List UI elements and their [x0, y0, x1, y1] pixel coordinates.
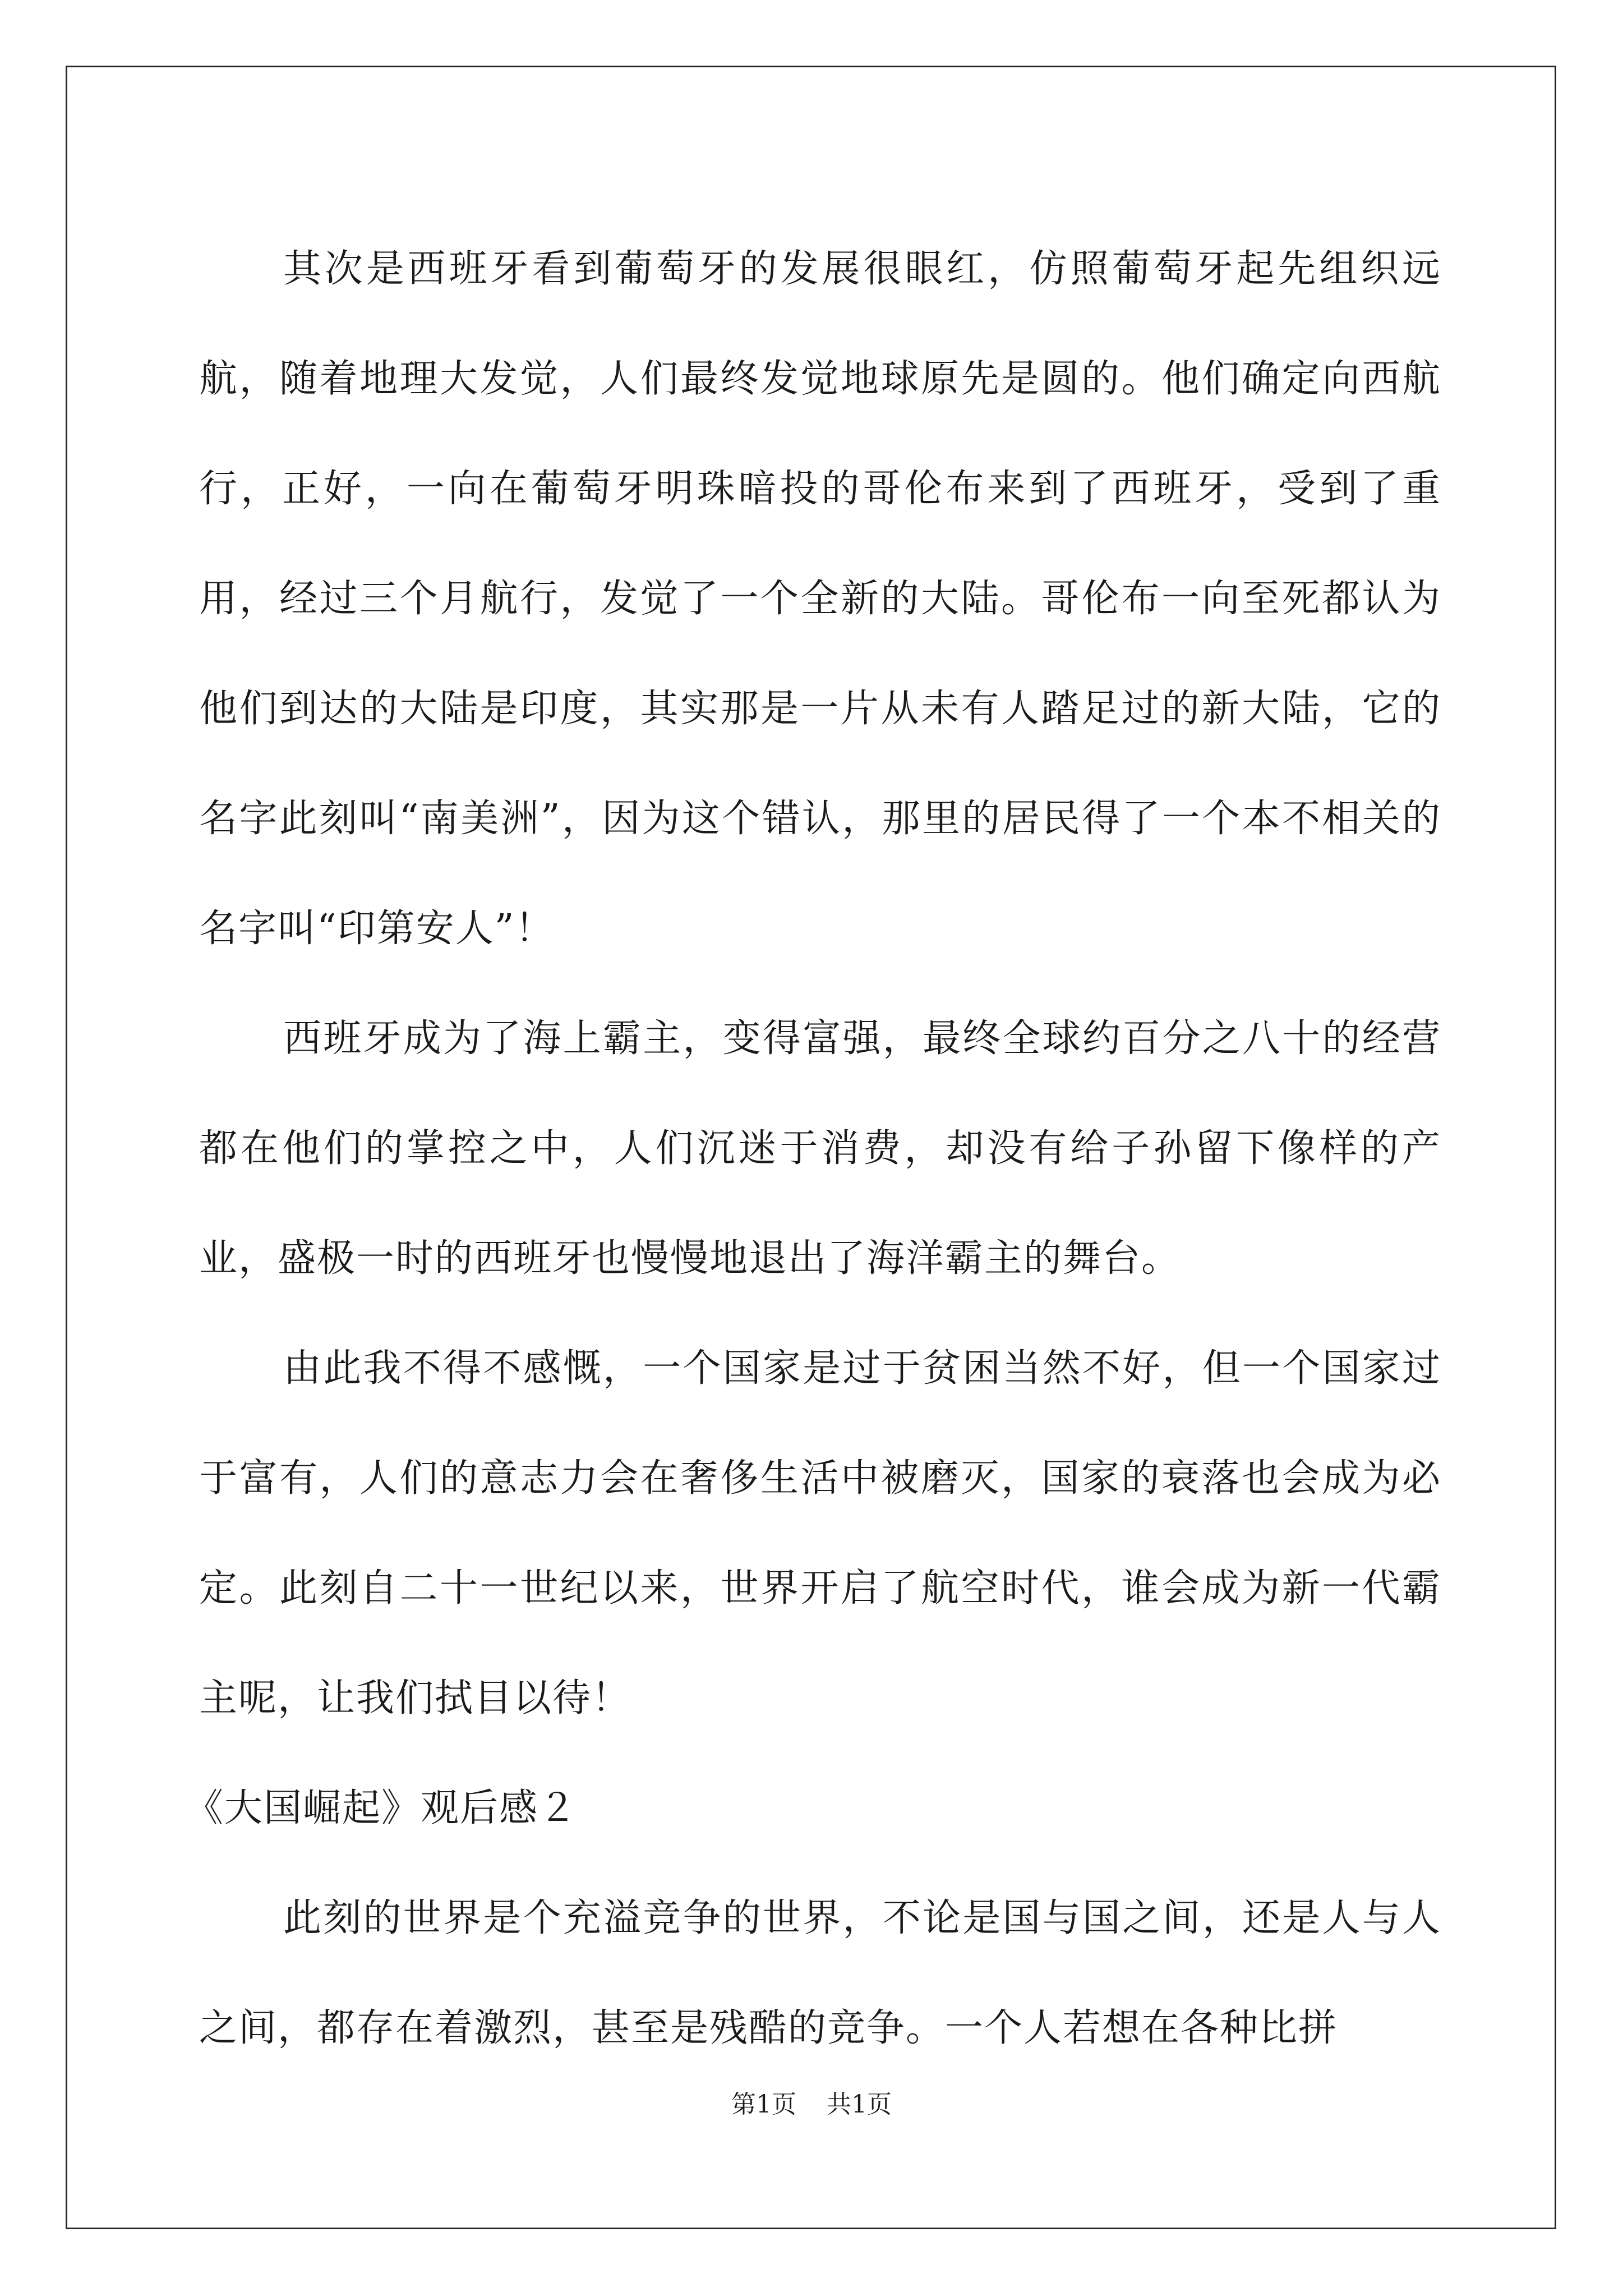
paragraph: 此刻的世界是个充溢竞争的世界，不论是国与国之间，还是人与人之间，都存在着激烈，甚至是残酷的竞争。一个人若想在各种比拼: [199, 1896, 1441, 2050]
section-heading: 《大国崛起》观后感２: [185, 1786, 578, 1830]
paragraph: 西班牙成为了海上霸主，变得富强，最终全球约百分之八十的经营都在他们的掌控之中，人们沉迷于消费，却没有给子孙留下像样的产业，盛极一时的西班牙也慢慢地退出了海洋霸主的舞台。: [199, 1016, 1441, 1281]
paragraph: 其次是西班牙看到葡萄牙的发展很眼红，仿照葡萄牙起先组织远航，随着地理大发觉，人们最终发觉地球原先是圆的。他们确定向西航行，正好，一向在葡萄牙明珠暗投的哥伦布来到了西班牙，受到了重用，经过三个月航行，发觉了一个全新的大陆。哥伦布一向至死都认为他们到达的大陆是印度，其实那是一片从未有人踏足过的新大陆，它的名字此刻叫“南美洲”，因为这个错认，那里的居民得了一个本不相关的名字叫“印第安人”！: [199, 247, 1441, 951]
page-footer: 第1页 共1页: [731, 2090, 892, 2119]
document-body: [185, 214, 1441, 2083]
paragraph: 由此我不得不感慨，一个国家是过于贫困当然不好，但一个国家过于富有，人们的意志力会在奢侈生活中被磨灭，国家的衰落也会成为必定。此刻自二十一世纪以来，世界开启了航空时代，谁会成为新一代霸主呢，让我们拭目以待！: [199, 1346, 1441, 1720]
